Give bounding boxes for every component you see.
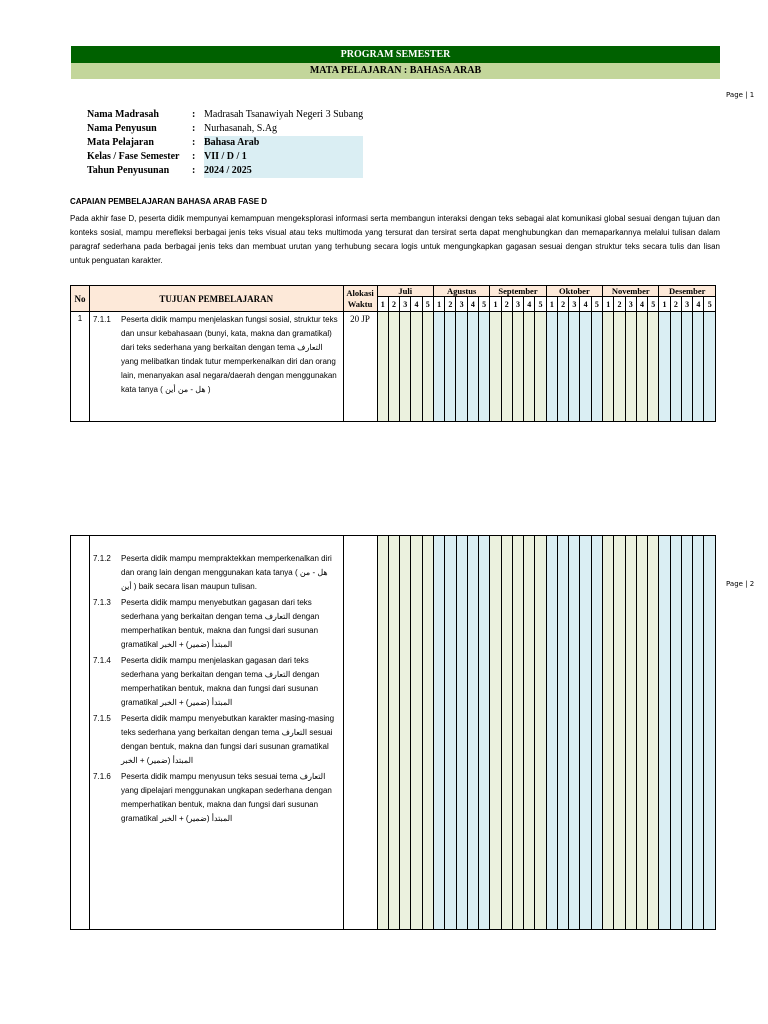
objective-code: 7.1.4 bbox=[93, 656, 111, 665]
week-cell[interactable] bbox=[648, 312, 659, 422]
week-cell[interactable] bbox=[490, 312, 501, 422]
week-cell[interactable] bbox=[659, 536, 670, 930]
week-cell[interactable] bbox=[648, 536, 659, 930]
month-header: Oktober bbox=[546, 286, 602, 297]
objective-text: Peserta didik mampu menjelaskan gagasan dari teks sederhana yang berkaitan dengan tema التعارف dengan memperhatikan bentuk, makna dan fungsi dari susunan gramatikal المبتدأ (ضمير) + الخبر bbox=[121, 656, 320, 707]
arabic-text: المبتدأ (ضمير) + الخبر bbox=[160, 698, 233, 707]
week-cell[interactable] bbox=[400, 312, 411, 422]
week-cell[interactable] bbox=[400, 536, 411, 930]
arabic-text: المبتدأ (ضمير) + الخبر bbox=[160, 814, 233, 823]
week-header: 5 bbox=[535, 297, 546, 312]
week-cell[interactable] bbox=[512, 536, 523, 930]
week-cell[interactable] bbox=[693, 536, 704, 930]
week-cell[interactable] bbox=[569, 312, 580, 422]
week-cell[interactable] bbox=[524, 536, 535, 930]
week-header: 5 bbox=[422, 297, 433, 312]
week-header: 4 bbox=[467, 297, 478, 312]
week-header: 3 bbox=[400, 297, 411, 312]
week-cell[interactable] bbox=[535, 536, 546, 930]
week-cell[interactable] bbox=[456, 312, 467, 422]
week-header: 5 bbox=[479, 297, 490, 312]
arabic-text: التعارف bbox=[299, 772, 326, 781]
week-cell[interactable] bbox=[681, 536, 692, 930]
week-cell[interactable] bbox=[422, 536, 433, 930]
week-header: 5 bbox=[648, 297, 659, 312]
week-cell[interactable] bbox=[693, 312, 704, 422]
week-cell[interactable] bbox=[569, 536, 580, 930]
info-value: VII / D / 1 bbox=[204, 150, 363, 164]
info-colon: : bbox=[192, 109, 196, 120]
week-cell[interactable] bbox=[535, 312, 546, 422]
week-cell[interactable] bbox=[603, 312, 614, 422]
week-cell[interactable] bbox=[501, 536, 512, 930]
col-tujuan-header: TUJUAN PEMBELAJARAN bbox=[90, 286, 344, 312]
week-cell[interactable] bbox=[681, 312, 692, 422]
week-header: 2 bbox=[445, 297, 456, 312]
week-header: 1 bbox=[546, 297, 557, 312]
info-row bbox=[87, 164, 363, 178]
week-cell[interactable] bbox=[704, 312, 716, 422]
week-cell[interactable] bbox=[546, 536, 557, 930]
arabic-text: التعارف bbox=[297, 343, 323, 352]
info-value: Bahasa Arab bbox=[204, 136, 363, 150]
alokasi-value bbox=[343, 536, 377, 930]
objective-item bbox=[93, 712, 340, 768]
week-cell[interactable] bbox=[557, 312, 568, 422]
week-cell[interactable] bbox=[625, 536, 636, 930]
objective-code: 7.1.3 bbox=[93, 598, 111, 607]
info-colon: : bbox=[192, 165, 196, 176]
week-cell[interactable] bbox=[501, 312, 512, 422]
info-label: Mata Pelajaran bbox=[87, 137, 154, 148]
week-header: 1 bbox=[659, 297, 670, 312]
identity-info bbox=[87, 108, 363, 178]
month-header: Agustus bbox=[433, 286, 489, 297]
info-value: 2024 / 2025 bbox=[204, 164, 363, 178]
month-header: November bbox=[603, 286, 659, 297]
week-header: 3 bbox=[625, 297, 636, 312]
week-cell[interactable] bbox=[580, 312, 591, 422]
info-colon: : bbox=[192, 151, 196, 162]
week-cell[interactable] bbox=[591, 312, 602, 422]
week-cell[interactable] bbox=[433, 312, 444, 422]
document-subtitle: MATA PELAJARAN : BAHASA ARAB bbox=[71, 63, 720, 79]
week-header: 1 bbox=[433, 297, 444, 312]
section-paragraph: Pada akhir fase D, peserta didik mempunyai kemampuan mengeksplorasi informasi serta membangun interaksi dengan teks sebagai alat komunikasi global sesuai dengan tujuan dan konteks sosial, mampu merefleksi berbagai jenis teks visual atau teks multimoda yang tersurat dan tersirat serta dapat menghubungkan dan memaparkannya melalui tulisan dalam paragraf sederhana pada berbagai jenis teks dan membuat urutan yang terhubung secara logis untuk mengungkapkan gagasan sesuai dengan struktur teks secara tulis dan lisan untuk penguatan karakter. bbox=[70, 214, 720, 265]
objective-cell bbox=[90, 536, 344, 930]
week-header: 2 bbox=[388, 297, 399, 312]
semester-table bbox=[70, 285, 716, 422]
row-number: 1 bbox=[71, 312, 90, 422]
week-cell[interactable] bbox=[388, 536, 399, 930]
month-header: September bbox=[490, 286, 546, 297]
week-cell[interactable] bbox=[411, 536, 422, 930]
objective-code: 7.1.2 bbox=[93, 554, 111, 563]
week-cell[interactable] bbox=[512, 312, 523, 422]
info-row bbox=[87, 136, 363, 150]
week-cell[interactable] bbox=[557, 536, 568, 930]
week-cell[interactable] bbox=[434, 536, 445, 930]
week-cell[interactable] bbox=[388, 312, 399, 422]
week-cell[interactable] bbox=[445, 536, 456, 930]
week-header: 1 bbox=[377, 297, 388, 312]
info-colon: : bbox=[192, 123, 196, 134]
info-colon: : bbox=[192, 137, 196, 148]
week-cell[interactable] bbox=[479, 312, 490, 422]
week-header: 3 bbox=[681, 297, 692, 312]
objective-code: 7.1.5 bbox=[93, 714, 111, 723]
week-header: 4 bbox=[693, 297, 704, 312]
week-header: 2 bbox=[614, 297, 625, 312]
week-cell[interactable] bbox=[659, 312, 670, 422]
arabic-text: المبتدأ (ضمير) + الخبر bbox=[160, 640, 233, 649]
week-cell[interactable] bbox=[411, 312, 422, 422]
week-cell[interactable] bbox=[704, 536, 716, 930]
info-row bbox=[87, 150, 363, 164]
info-label: Nama Madrasah bbox=[87, 109, 159, 120]
week-header: 5 bbox=[704, 297, 716, 312]
week-cell[interactable] bbox=[479, 536, 490, 930]
objective-text: Peserta didik mampu menyebutkan gagasan dari teks sederhana yang berkaitan dengan tema التعارف dengan memperhatikan bentuk, makna dan fungsi dari susunan gramatikal المبتدأ (ضمير) + الخبر bbox=[121, 598, 320, 649]
week-header: 4 bbox=[636, 297, 647, 312]
week-header: 1 bbox=[603, 297, 614, 312]
arabic-text: ( هل - من أين ) bbox=[160, 385, 211, 394]
objective-item bbox=[93, 596, 340, 652]
info-value: Madrasah Tsanawiyah Negeri 3 Subang bbox=[204, 109, 364, 120]
week-cell[interactable] bbox=[445, 312, 456, 422]
week-cell[interactable] bbox=[377, 312, 388, 422]
objective-cell bbox=[90, 312, 344, 422]
week-cell[interactable] bbox=[670, 536, 681, 930]
objective-item bbox=[93, 313, 340, 397]
week-cell[interactable] bbox=[614, 536, 625, 930]
info-label: Nama Penyusun bbox=[87, 123, 157, 134]
week-cell[interactable] bbox=[636, 536, 647, 930]
info-value: Nurhasanah, S.Ag bbox=[204, 123, 278, 134]
week-header: 4 bbox=[524, 297, 535, 312]
week-header: 1 bbox=[490, 297, 501, 312]
week-cell[interactable] bbox=[467, 312, 478, 422]
objective-code: 7.1.6 bbox=[93, 772, 111, 781]
objective-text: Peserta didik mampu menyusun teks sesuai tema التعارف yang dipelajari menggunakan ungkapan sederhana dengan memperhatikan bentuk, makna dan fungsi dari susunan gramatikal المبتدأ (ضمير) + الخبر bbox=[121, 772, 332, 823]
row-number bbox=[71, 536, 90, 930]
objective-item bbox=[93, 770, 340, 826]
info-row bbox=[87, 122, 363, 136]
document-title: PROGRAM SEMESTER bbox=[71, 46, 720, 63]
section-heading: CAPAIAN PEMBELAJARAN BAHASA ARAB FASE D bbox=[70, 197, 268, 206]
objective-text: Peserta didik mampu mempraktekkan memperkenalkan diri dan orang lain dengan menggunakan kata tanya ( هل - من أين ) baik secara lisan maupun tulisan. bbox=[121, 554, 332, 591]
week-header: 4 bbox=[411, 297, 422, 312]
week-cell[interactable] bbox=[377, 536, 388, 930]
week-header: 3 bbox=[512, 297, 523, 312]
arabic-text: التعارف bbox=[281, 728, 308, 737]
arabic-text: التعارف bbox=[264, 670, 291, 679]
objective-code: 7.1.1 bbox=[93, 315, 111, 324]
week-cell[interactable] bbox=[524, 312, 535, 422]
week-cell[interactable] bbox=[591, 536, 602, 930]
week-header: 2 bbox=[501, 297, 512, 312]
objective-item bbox=[93, 552, 340, 594]
week-cell[interactable] bbox=[456, 536, 467, 930]
week-cell[interactable] bbox=[625, 312, 636, 422]
alokasi-value: 20 JP bbox=[343, 312, 377, 422]
page-label-2: Page | 2 bbox=[726, 580, 755, 588]
arabic-text: التعارف bbox=[264, 612, 291, 621]
week-cell[interactable] bbox=[636, 312, 647, 422]
week-cell[interactable] bbox=[603, 536, 614, 930]
page-label-1: Page | 1 bbox=[726, 91, 755, 99]
week-cell[interactable] bbox=[467, 536, 478, 930]
info-label: Kelas / Fase Semester bbox=[87, 151, 180, 162]
info-row bbox=[87, 108, 363, 122]
week-header: 5 bbox=[591, 297, 602, 312]
col-alokasi-header: Alokasi Waktu bbox=[343, 286, 377, 312]
week-header: 2 bbox=[557, 297, 568, 312]
week-header: 3 bbox=[569, 297, 580, 312]
week-cell[interactable] bbox=[546, 312, 557, 422]
month-header: Desember bbox=[659, 286, 716, 297]
arabic-text: ( هل - من أين ) bbox=[121, 568, 328, 591]
week-header: 3 bbox=[456, 297, 467, 312]
week-cell[interactable] bbox=[614, 312, 625, 422]
objective-text: Peserta didik mampu menyebutkan karakter masing-masing teks sederhana yang berkaitan dengan tema التعارف sesuai dengan bentuk, makna dan fungsi dari susunan gramatikal المبتدأ (ضمير) + الخبر bbox=[121, 714, 335, 765]
week-cell[interactable] bbox=[580, 536, 591, 930]
col-no-header: No bbox=[71, 286, 90, 312]
week-header: 4 bbox=[580, 297, 591, 312]
week-cell[interactable] bbox=[490, 536, 501, 930]
arabic-text: المبتدأ (ضمير) + الخبر bbox=[121, 756, 194, 765]
objective-text: Peserta didik mampu menjelaskan fungsi sosial, struktur teks dan unsur kebahasaan (bunyi, kata, makna dan gramatikal) dari teks sederhana yang berkaitan dengan tema التعارف yang melibatkan tindak tutur memperkenalkan diri dan orang lain, menanyakan asal negara/daerah dengan menggunakan kata tanya ( هل - من أين ) bbox=[121, 315, 338, 394]
objective-item bbox=[93, 654, 340, 710]
month-header: Juli bbox=[377, 286, 433, 297]
week-cell[interactable] bbox=[422, 312, 433, 422]
week-header: 2 bbox=[670, 297, 681, 312]
week-cell[interactable] bbox=[670, 312, 681, 422]
info-label: Tahun Penyusunan bbox=[87, 165, 170, 176]
semester-table-continued bbox=[70, 535, 716, 930]
